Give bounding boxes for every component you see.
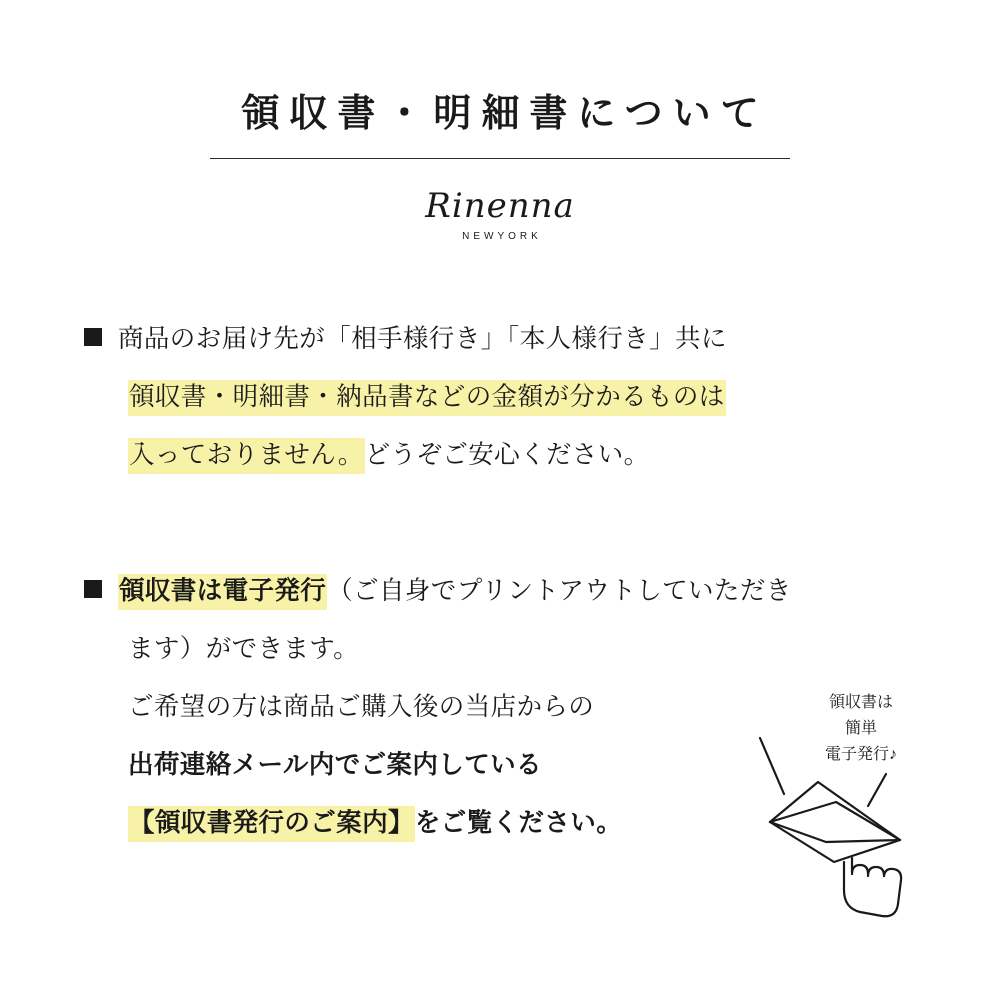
section-line (84, 310, 924, 368)
brand-logo (0, 188, 1000, 242)
section-text-highlight: 領収書は電子発行 (118, 574, 327, 610)
section-text: ご希望の方は商品ご購入後の当店からの (128, 693, 595, 721)
illustration-caption-line1: 領収書は (828, 694, 893, 711)
brand-subtitle: NEWYORK (462, 231, 542, 243)
section-line (84, 368, 924, 426)
square-bullet-icon (84, 328, 102, 346)
page-title: 領収書・明細書について (241, 93, 769, 135)
section-line (84, 620, 924, 678)
section-text: ます）ができます。 (128, 635, 360, 663)
section-text: 商品のお届け先が「相手様行き」「本人様行き」共に (118, 325, 727, 353)
title-divider (210, 158, 790, 159)
square-bullet-icon (84, 580, 102, 598)
illustration-envelope (740, 690, 960, 930)
section-text: をご覧ください。 (414, 809, 623, 837)
section-text: どうぞご安心ください。 (364, 441, 650, 469)
envelope-hand-icon (740, 690, 960, 930)
section-text-highlight: 【領収書発行のご案内】 (128, 806, 415, 842)
section-text: 出荷連絡メール内でご案内している (128, 751, 542, 779)
section-text: （ご自身でプリントアウトしていただき (327, 577, 792, 605)
brand-name: Rinenna (425, 186, 575, 226)
section-line (84, 426, 924, 484)
section-text-highlight: 入っておりません。 (128, 438, 365, 474)
illustration-caption-line2: 簡単 (844, 720, 877, 737)
illustration-caption-line3: 電子発行♪ (824, 746, 897, 763)
section-line (84, 562, 924, 620)
section-shipping-notice (84, 310, 924, 484)
section-text-highlight: 領収書・明細書・納品書などの金額が分かるものは (128, 380, 726, 416)
